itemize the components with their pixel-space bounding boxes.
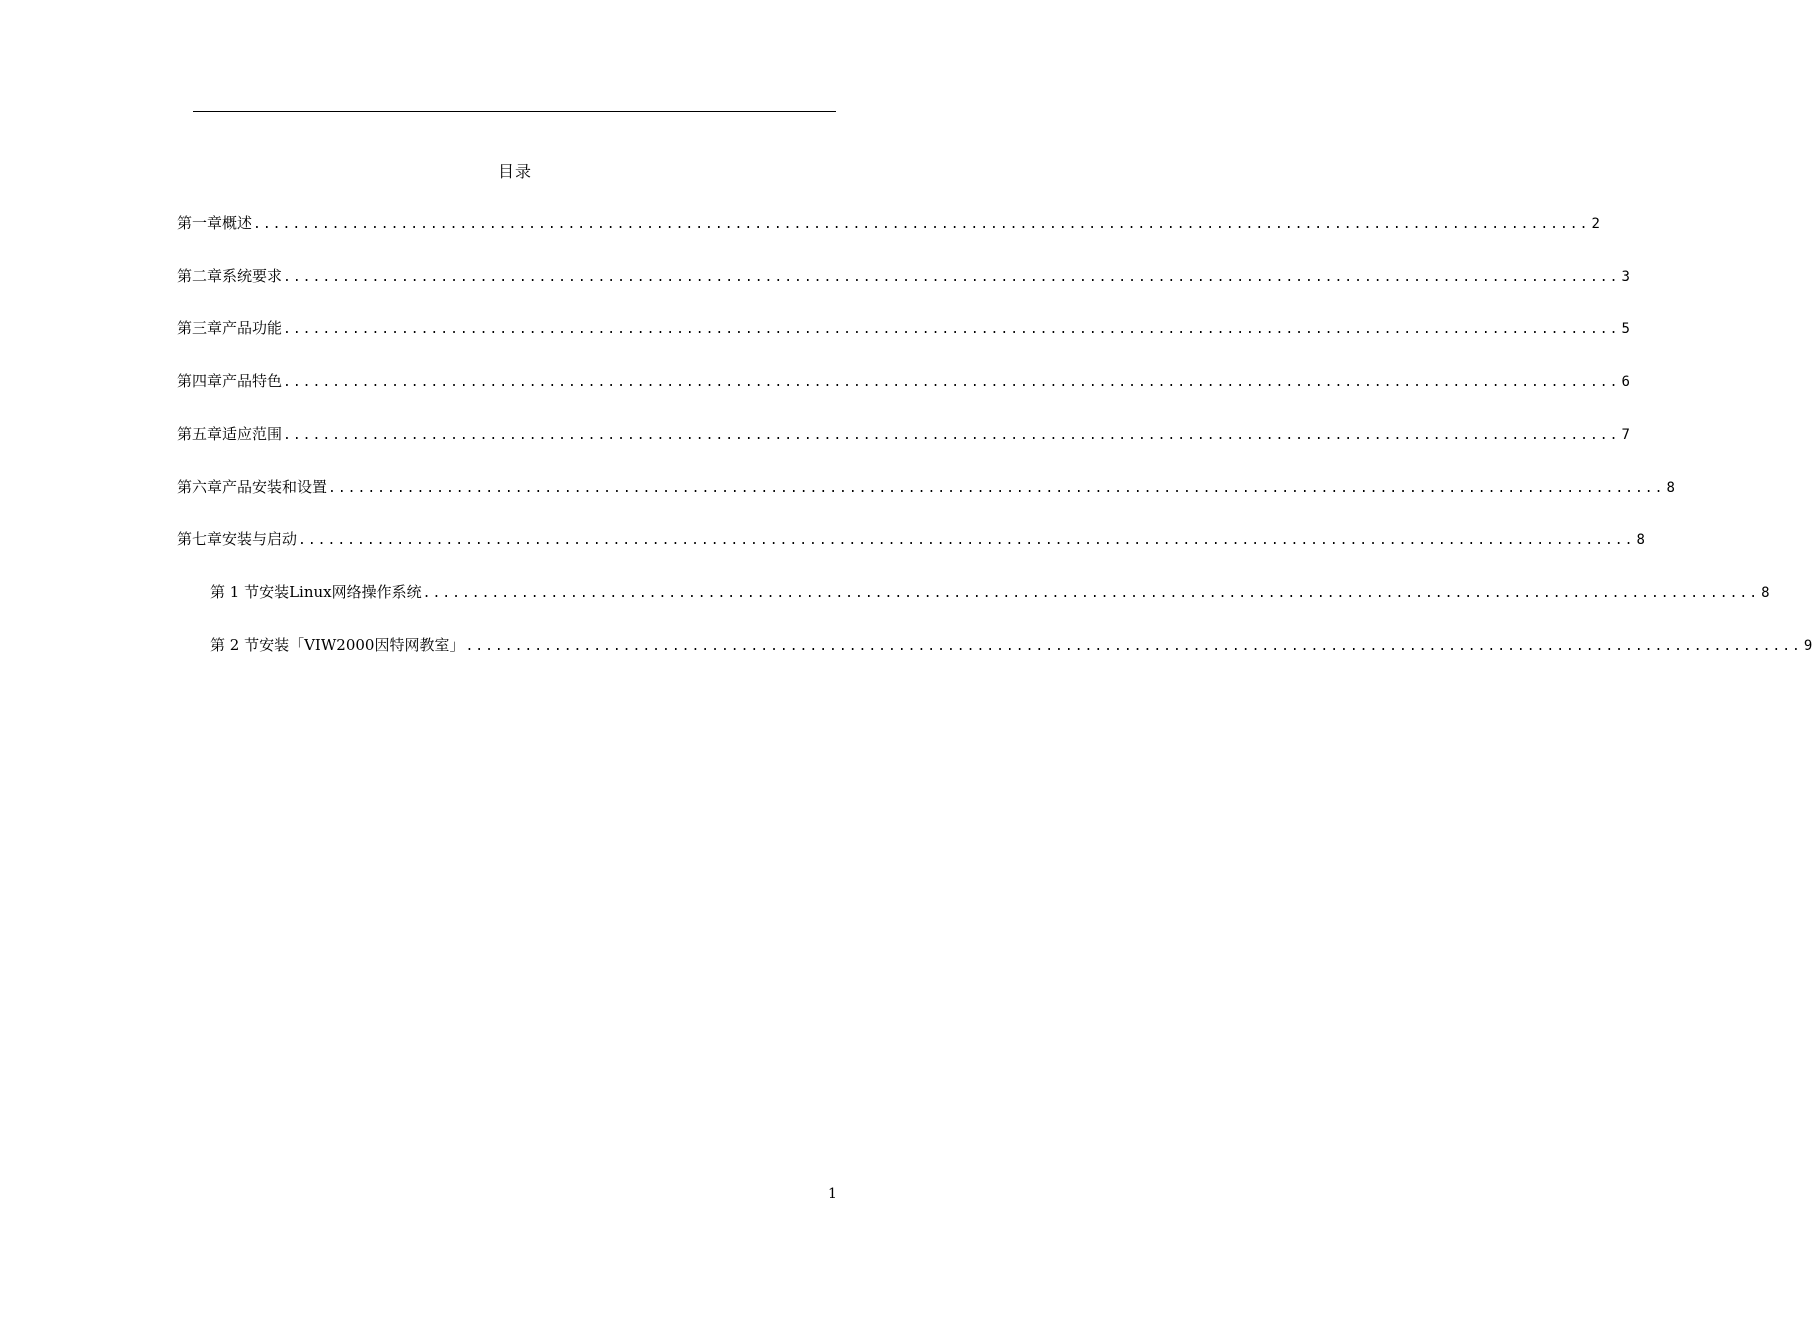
toc-leader-dots: ........................................................................................................................................ xyxy=(283,322,1620,337)
toc-entry-page: 2 xyxy=(1591,216,1600,232)
toc-entry-number: 第四章 xyxy=(177,372,223,390)
toc-entry-chapter-3[interactable] xyxy=(177,317,1630,339)
toc-entry-title: 适应范围 xyxy=(222,425,283,443)
toc-entry-section-1[interactable] xyxy=(210,581,1770,603)
toc-entry-page: 8 xyxy=(1761,585,1770,601)
toc-entry-chapter-2[interactable] xyxy=(177,265,1630,287)
toc-entry-chapter-5[interactable] xyxy=(177,423,1630,445)
toc-entry-number: 第三章 xyxy=(177,319,223,337)
page-number: 1 xyxy=(828,1186,837,1202)
toc-entry-section-2[interactable] xyxy=(210,634,1812,656)
toc-leader-dots: ........................................................................................................................................ xyxy=(283,428,1620,443)
toc-entry-number: 第二章 xyxy=(177,267,223,285)
toc-entry-page: 8 xyxy=(1636,532,1645,548)
toc-entry-title: 安装与启动 xyxy=(222,530,298,548)
toc-entry-title: 产品安装和设置 xyxy=(222,478,328,496)
toc-entry-title: 安装Linux网络操作系统 xyxy=(259,583,422,601)
toc-entry-page: 6 xyxy=(1621,374,1630,390)
toc-leader-dots: ........................................................................................................................................ xyxy=(298,533,1635,548)
toc-entry-title: 概述 xyxy=(222,214,253,232)
toc-leader-dots: ........................................................................................................................................ xyxy=(465,639,1802,654)
toc-entry-page: 5 xyxy=(1621,321,1630,337)
toc-entry-number: 第 2 节 xyxy=(210,636,260,654)
toc-title: 目录 xyxy=(497,162,532,181)
toc-leader-dots: ........................................................................................................................................ xyxy=(422,586,1760,601)
toc-leader-dots: ........................................................................................................................................ xyxy=(328,481,1665,496)
toc-entry-chapter-7[interactable] xyxy=(177,528,1645,550)
toc-leader-dots: ........................................................................................................................................ xyxy=(253,217,1590,232)
toc-entry-title: 产品功能 xyxy=(222,319,283,337)
toc-entry-chapter-6[interactable] xyxy=(177,476,1675,498)
toc-entry-page: 7 xyxy=(1621,427,1630,443)
toc-entry-title: 系统要求 xyxy=(222,267,283,285)
toc-entry-chapter-4[interactable] xyxy=(177,370,1630,392)
toc-entry-page: 8 xyxy=(1666,480,1675,496)
toc-leader-dots: ........................................................................................................................................ xyxy=(283,270,1620,285)
toc-entry-number: 第一章 xyxy=(177,214,223,232)
toc-entry-number: 第七章 xyxy=(177,530,223,548)
toc-entry-number: 第六章 xyxy=(177,478,223,496)
toc-entry-title: 产品特色 xyxy=(222,372,283,390)
toc-entry-title: 安装「VIW2000因特网教室」 xyxy=(259,636,465,654)
toc-entry-page: 9 xyxy=(1803,638,1812,654)
toc-entry-number: 第 1 节 xyxy=(210,583,260,601)
toc-entry-number: 第五章 xyxy=(177,425,223,443)
toc-entry-page: 3 xyxy=(1621,269,1630,285)
toc-entry-chapter-1[interactable] xyxy=(177,212,1600,234)
toc-leader-dots: ........................................................................................................................................ xyxy=(283,375,1620,390)
